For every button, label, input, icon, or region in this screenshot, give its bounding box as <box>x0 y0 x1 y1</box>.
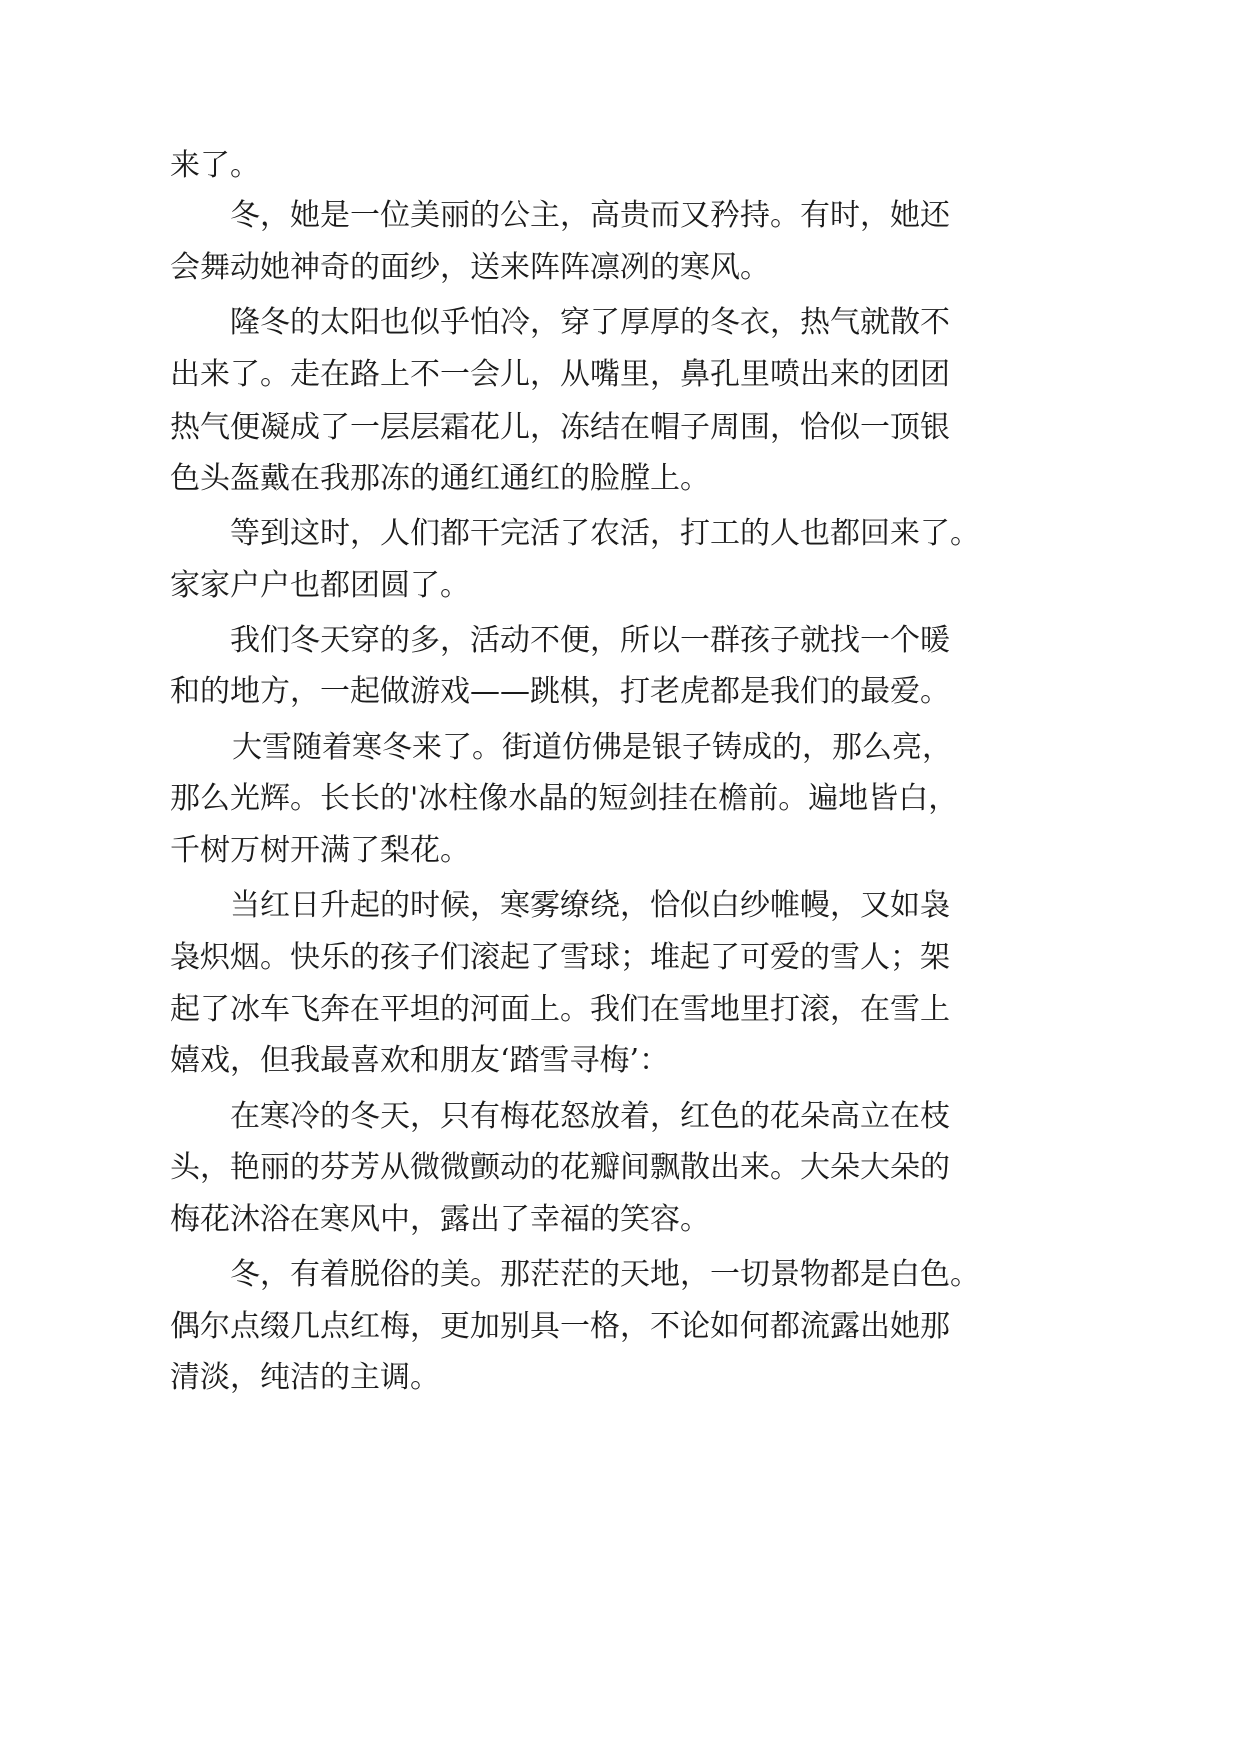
text-line: 那么光辉。长长的'冰柱像水晶的短剑挂在檐前。遍地皆白， <box>170 781 959 816</box>
text-line: 出来了。走在路上不一会儿，从嘴里，鼻孔里喷出来的团团 <box>170 357 950 392</box>
text-line: 热气便凝成了一层层霜花儿，冻结在帽子周围，恰似一顶银 <box>170 410 950 445</box>
text-line: 冬，有着脱俗的美。那茫茫的天地，一切景物都是白色。 <box>230 1257 980 1292</box>
text-line: 梅花沐浴在寒风中，露出了幸福的笑容。 <box>170 1202 710 1237</box>
text-line: 在寒冷的冬天，只有梅花怒放着，红色的花朵高立在枝 <box>230 1099 950 1134</box>
text-line: 等到这时，人们都干完活了农活，打工的人也都回来了。 <box>230 516 980 551</box>
text-line: 嬉戏，但我最喜欢和朋友‘踏雪寻梅’： <box>170 1043 670 1078</box>
text-line: 色头盔戴在我那冻的通红通红的脸膛上。 <box>170 461 710 496</box>
text-line: 头，艳丽的芬芳从微微颤动的花瓣间飘散出来。大朵大朵的 <box>170 1150 950 1185</box>
text-line: 会舞动她神奇的面纱，送来阵阵凛冽的寒风。 <box>170 250 770 285</box>
text-line: 家家户户也都团圆了。 <box>170 568 470 603</box>
text-line: 千树万树开满了梨花。 <box>170 833 470 868</box>
text-line: 偶尔点缀几点红梅，更加别具一格，不论如何都流露出她那 <box>170 1309 950 1344</box>
text-line: 我们冬天穿的多，活动不便，所以一群孩子就找一个暖 <box>230 623 950 658</box>
text-line: 冬，她是一位美丽的公主，高贵而又矜持。有时，她还 <box>230 198 950 233</box>
text-line: 袅炽烟。快乐的孩子们滚起了雪球；堆起了可爱的雪人；架 <box>170 940 950 975</box>
text-line: 起了冰车飞奔在平坦的河面上。我们在雪地里打滚，在雪上 <box>170 992 950 1027</box>
text-line: 来了。 <box>170 148 260 183</box>
text-line: 当红日升起的时候，寒雾缭绕，恰似白纱帷幔，又如袅 <box>230 888 950 923</box>
text-line: 清淡，纯洁的主调。 <box>170 1360 440 1395</box>
text-line: 隆冬的太阳也似乎怕冷，穿了厚厚的冬衣，热气就散不 <box>230 305 950 340</box>
text-line: 大雪随着寒冬来了。街道仿佛是银子铸成的，那么亮， <box>232 730 952 765</box>
text-line: 和的地方，一起做游戏——跳棋，打老虎都是我们的最爱。 <box>170 674 950 709</box>
